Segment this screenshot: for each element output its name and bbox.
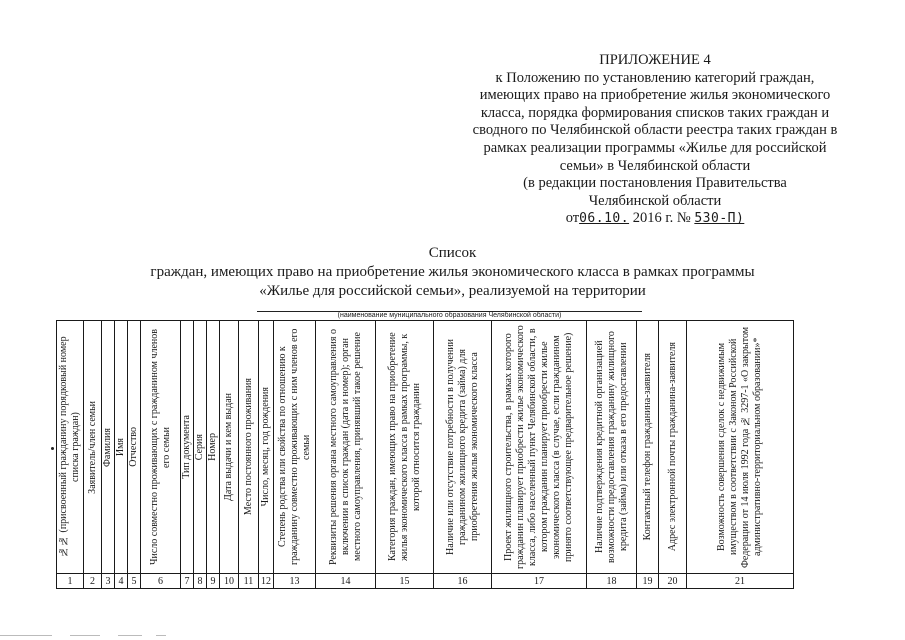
header-label: Наличие или отсутствие потребности в получении гражданином жилищного кредита (займа) для приобретения жилья экономического класса	[444, 338, 480, 556]
column-number: 1	[57, 574, 84, 589]
appendix-line: имеющих право на приобретение жилья экономического	[479, 87, 831, 104]
header-label: Фамилия	[102, 427, 113, 467]
column-number: 18	[587, 574, 637, 589]
header-cell	[434, 321, 492, 574]
list-title	[0, 244, 905, 301]
column-number: 14	[316, 574, 376, 589]
column-number: 9	[207, 574, 220, 589]
header-label: Заявитель/член семьи	[86, 400, 98, 494]
header-cell	[128, 321, 141, 574]
header-label: №№ (присвоенный гражданину порядковый номер списка граждан)	[58, 336, 81, 558]
column-number: 19	[637, 574, 659, 589]
column-number: 11	[239, 574, 259, 589]
header-label: Номер	[207, 433, 218, 461]
date-middle: 2016 г. №	[632, 210, 691, 227]
list-title-line: Список	[428, 245, 477, 261]
header-cell	[587, 321, 637, 574]
header-label: Контактный телефон гражданина-заявителя	[641, 353, 653, 541]
column-number: 21	[687, 574, 794, 589]
header-label: Категория граждан, имеющих право на приобретение жилья экономического класса в рамках программы, к которой относится гражданин	[386, 332, 422, 562]
appendix-line: класса, порядка формирования списков таких граждан и	[480, 104, 830, 121]
header-cell	[207, 321, 220, 574]
appendix-line: ПРИЛОЖЕНИЕ 4	[599, 52, 711, 68]
appendix-line: рамках реализации программы «Жилье для российской	[483, 139, 827, 156]
header-cell	[492, 321, 587, 574]
header-label: Наличие подтверждения кредитной организацией возможности предоставления гражданину жилищного кредита (займа) или отказа в его предоставлении	[593, 331, 629, 563]
header-cell	[220, 321, 239, 574]
scan-artifacts	[0, 632, 905, 640]
header-cell	[181, 321, 194, 574]
header-label: Реквизиты решения органа местного самоуправления о включении в список граждан (дата и номер); орган местного самоуправления, принявший такое решение	[327, 329, 363, 565]
header-cell	[84, 321, 102, 574]
header-label: Дата выдачи и кем выдан	[223, 393, 234, 501]
appendix-line: сводного по Челябинской области реестра таких граждан в	[472, 122, 838, 139]
header-cell	[274, 321, 316, 574]
column-number: 6	[141, 574, 181, 589]
list-title-line: граждан, имеющих право на приобретение жилья экономического класса в рамках программы	[150, 264, 755, 280]
appendix-line: Челябинской области	[588, 192, 722, 209]
header-label: Возможность совершения сделок с недвижимым имуществом в соответствии с Законом Российской Федерации от 14 июля 1992 года № 3297-1 «О закрытом административно-территориальном образовании»*	[716, 326, 763, 568]
column-number: 2	[84, 574, 102, 589]
column-number: 5	[128, 574, 141, 589]
resolution-date-line	[440, 210, 870, 228]
column-number: 20	[659, 574, 687, 589]
header-cell	[115, 321, 128, 574]
header-label: Адрес электронной почты гражданина-заявителя	[666, 342, 678, 552]
header-label: Тип документа	[181, 415, 192, 479]
column-number: 3	[102, 574, 115, 589]
list-title-line: «Жилье для российской семьи», реализуемой на территории	[259, 283, 646, 299]
column-number: 16	[434, 574, 492, 589]
column-number: 7	[181, 574, 194, 589]
header-cell	[659, 321, 687, 574]
appendix-block	[440, 52, 870, 228]
header-label: Степень родства или свойства по отношению к гражданину совместно проживающих с ним членов его семьи	[276, 328, 312, 566]
column-number: 17	[492, 574, 587, 589]
header-cell	[57, 321, 84, 574]
header-cell	[687, 321, 794, 574]
header-cell	[316, 321, 376, 574]
header-cell	[239, 321, 259, 574]
header-label: Отчество	[128, 427, 139, 467]
column-number: 13	[274, 574, 316, 589]
header-label: Число, месяц, год рождения	[260, 387, 271, 507]
header-cell	[102, 321, 115, 574]
header-label: Проект жилищного строительства, в рамках которого гражданин планирует приобрести жилье экономического класса, либо населенный пункт Челябинской области, в котором гражданин планирует приобрести жилье экономического класса (в случае, если гражданином принято соответствующее предварительное решение)	[503, 325, 574, 569]
header-label: Серия	[194, 433, 205, 461]
header-cell	[259, 321, 274, 574]
header-cell	[194, 321, 207, 574]
column-number: 12	[259, 574, 274, 589]
scan-dot	[51, 447, 54, 450]
column-number: 10	[220, 574, 239, 589]
column-number-row	[57, 574, 794, 589]
header-label: Число совместно проживающих с гражданином членов его семьи	[148, 329, 172, 565]
column-number: 8	[194, 574, 207, 589]
appendix-line: к Положению по установлению категорий граждан,	[495, 69, 815, 86]
header-cell	[376, 321, 434, 574]
date-prefix: от	[565, 210, 580, 227]
municipality-caption: (наименование муниципального образования Челябинской области)	[337, 312, 562, 319]
header-cell	[141, 321, 181, 574]
appendix-line: (в редакции постановления Правительства	[523, 175, 787, 192]
column-number: 4	[115, 574, 128, 589]
column-number: 15	[376, 574, 434, 589]
header-cell	[637, 321, 659, 574]
handwritten-number: 530-П)	[694, 211, 745, 227]
handwritten-date: 06.10.	[579, 211, 630, 227]
appendix-line: семьи» в Челябинской области	[559, 157, 751, 174]
table-header-row	[57, 321, 794, 574]
header-label: Место постоянного проживания	[242, 378, 254, 516]
register-table	[56, 320, 794, 589]
header-label: Имя	[115, 437, 126, 457]
